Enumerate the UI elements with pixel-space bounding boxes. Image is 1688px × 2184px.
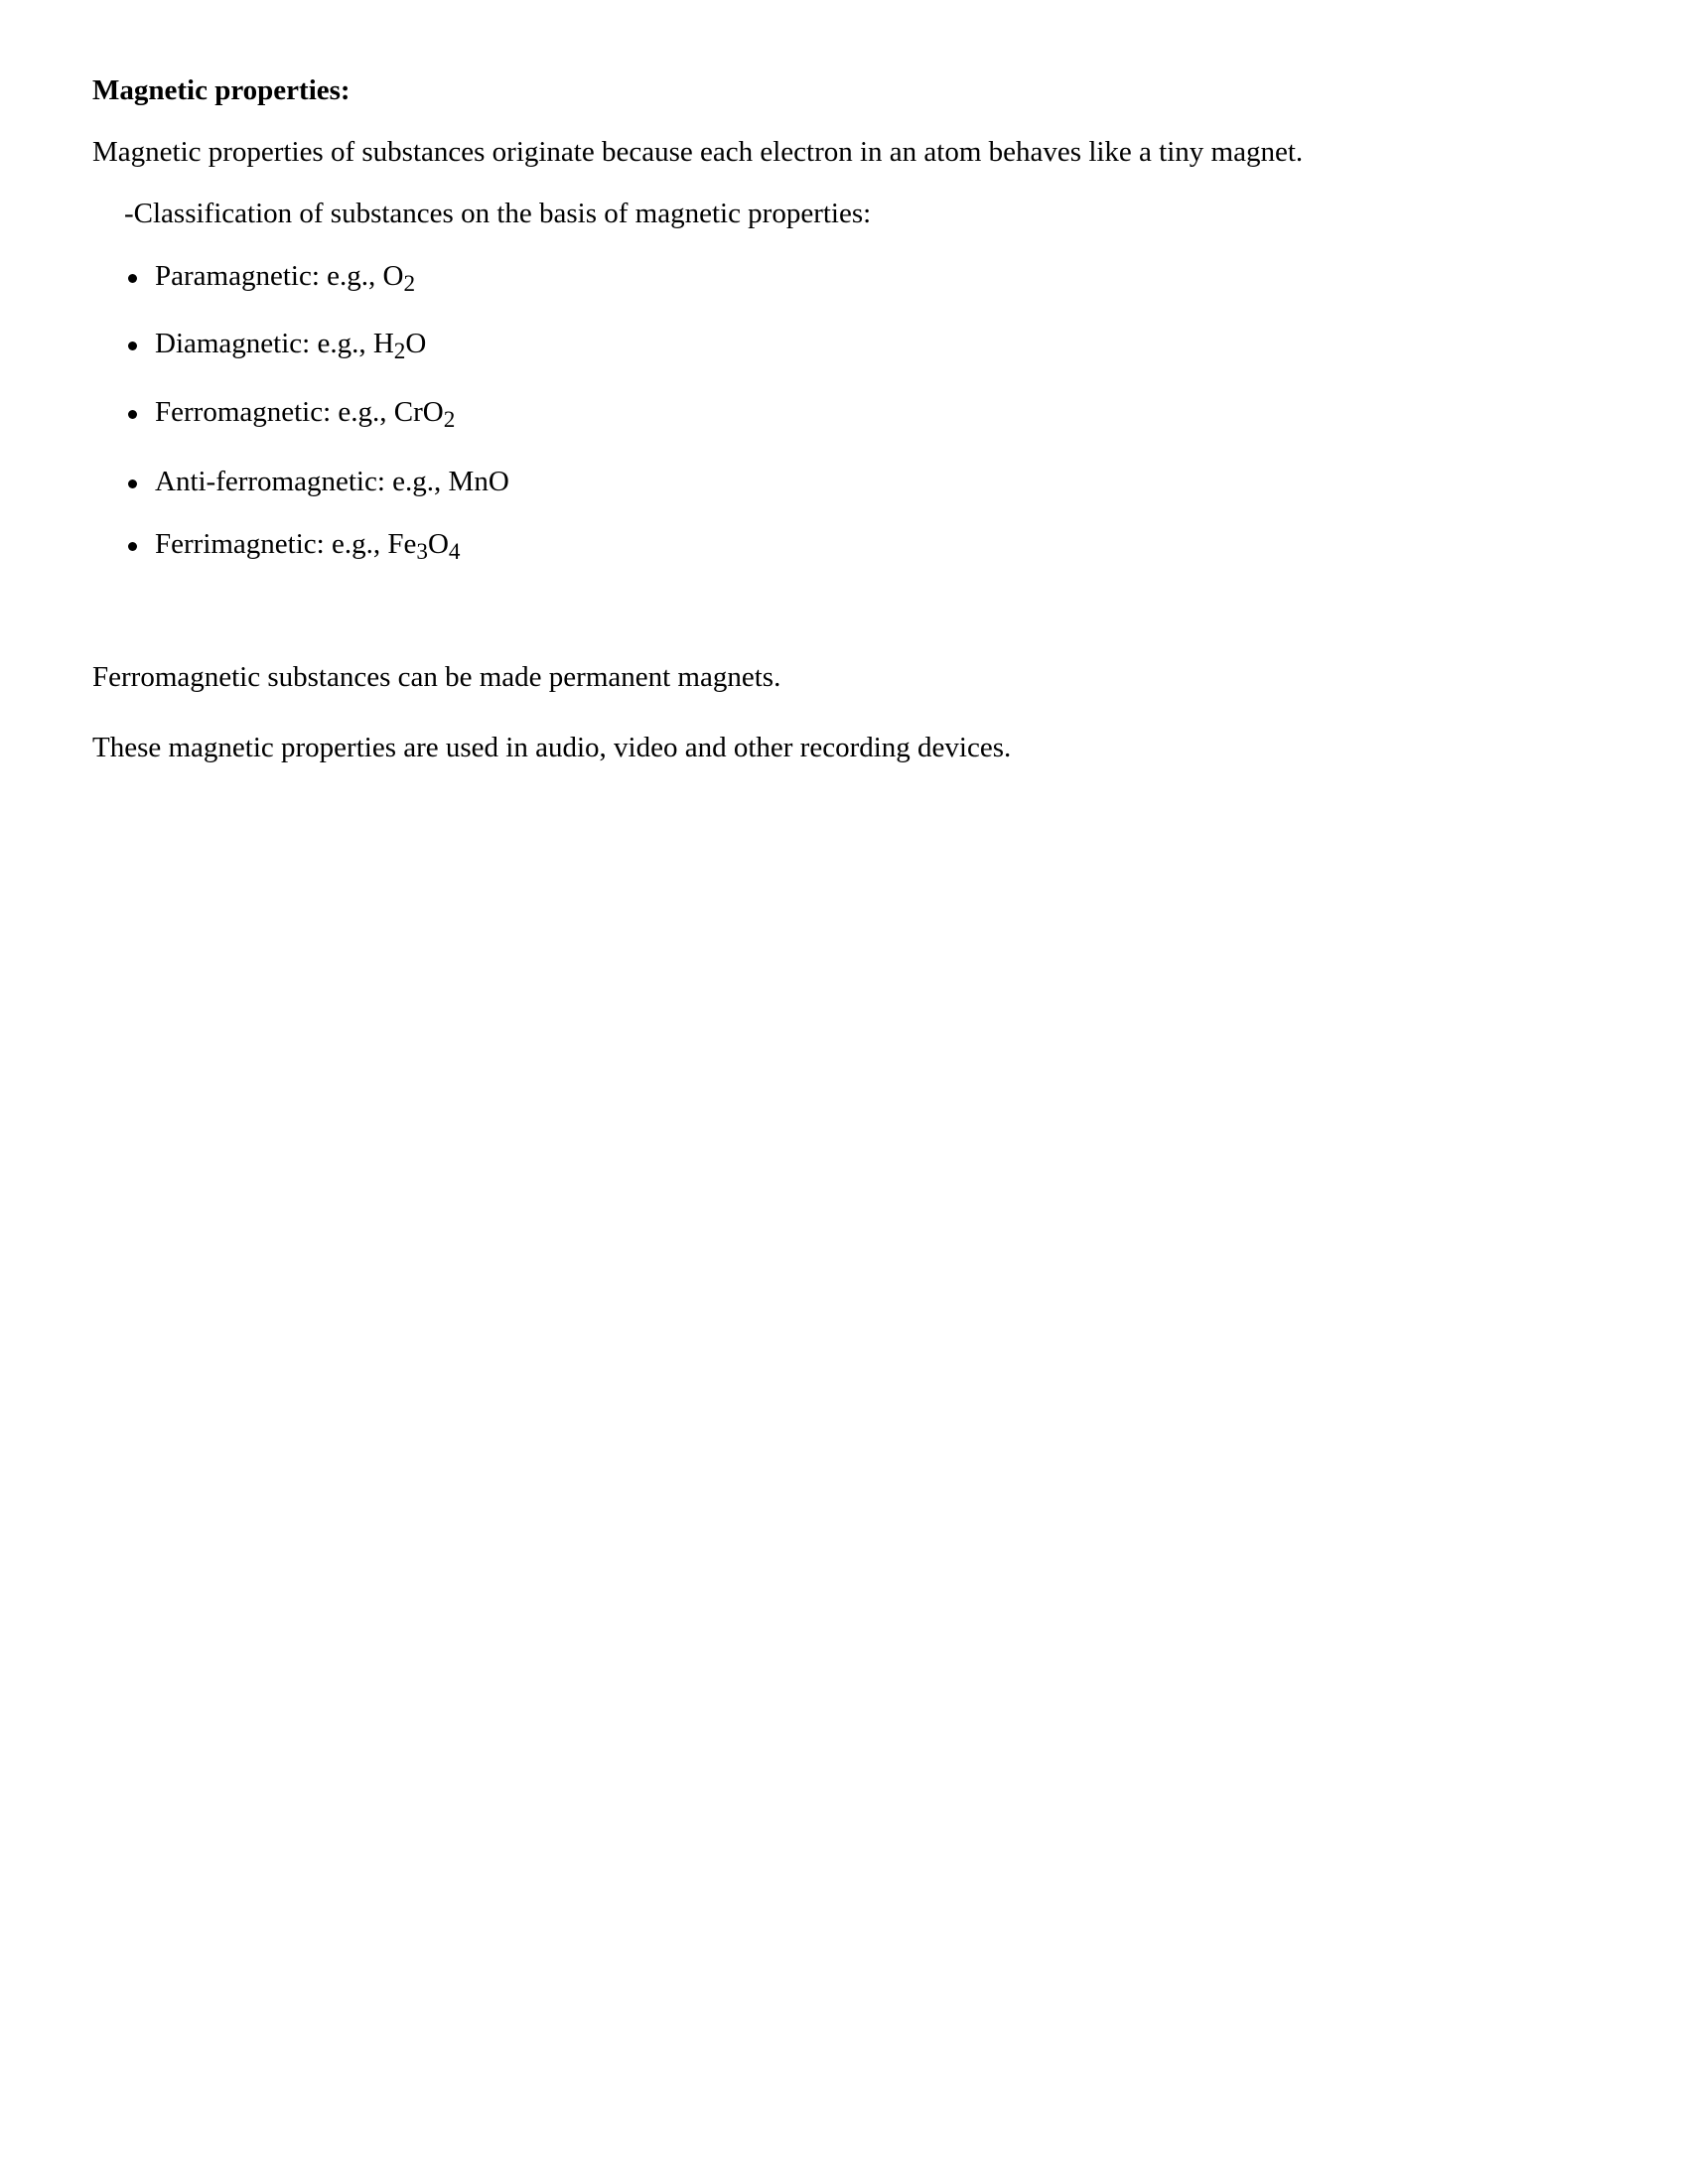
list-item-label: Ferrimagnetic: e.g., <box>155 528 388 560</box>
formula-text: Fe <box>387 528 417 560</box>
bullet-icon <box>128 274 137 283</box>
list-item <box>155 328 427 364</box>
formula-subscript: 2 <box>393 338 406 364</box>
formula-subscript: 3 <box>416 538 428 565</box>
note-recording-devices: These magnetic properties are used in audio, video and other recording devices. <box>92 732 1012 763</box>
chemical-formula <box>449 466 509 497</box>
formula-text: O <box>382 260 404 292</box>
formula-subscript: 2 <box>403 270 416 297</box>
formula-subscript: 4 <box>448 538 461 565</box>
list-item-label: Anti-ferromagnetic: e.g., <box>155 466 449 497</box>
chemical-formula <box>387 528 461 565</box>
formula-text: CrO <box>393 396 444 428</box>
list-item <box>155 468 509 496</box>
chemical-formula <box>393 396 456 433</box>
formula-text: H <box>372 328 394 359</box>
classification-label: -Classification of substances on the basis of magnetic properties: <box>124 198 872 229</box>
bullet-icon <box>128 542 137 551</box>
chemical-formula <box>382 260 416 297</box>
list-item-label: Paramagnetic: e.g., <box>155 260 383 292</box>
list-item <box>155 260 416 297</box>
bullet-icon <box>128 341 137 350</box>
list-item-label: Diamagnetic: e.g., <box>155 328 373 359</box>
bullet-icon <box>128 479 137 488</box>
list-item-label: Ferromagnetic: e.g., <box>155 396 394 428</box>
list-item <box>155 528 461 565</box>
chemical-formula <box>372 328 427 364</box>
section-heading: Magnetic properties: <box>92 74 351 106</box>
note-permanent-magnets: Ferromagnetic substances can be made permanent magnets. <box>92 661 781 693</box>
formula-text: O <box>405 328 427 359</box>
formula-text: MnO <box>448 466 509 497</box>
formula-subscript: 2 <box>443 406 456 433</box>
intro-paragraph: Magnetic properties of substances originate because each electron in an atom behaves like a tiny magnet. <box>92 136 1304 168</box>
bullet-icon <box>128 410 137 419</box>
list-item <box>155 396 456 433</box>
formula-text: O <box>427 528 449 560</box>
